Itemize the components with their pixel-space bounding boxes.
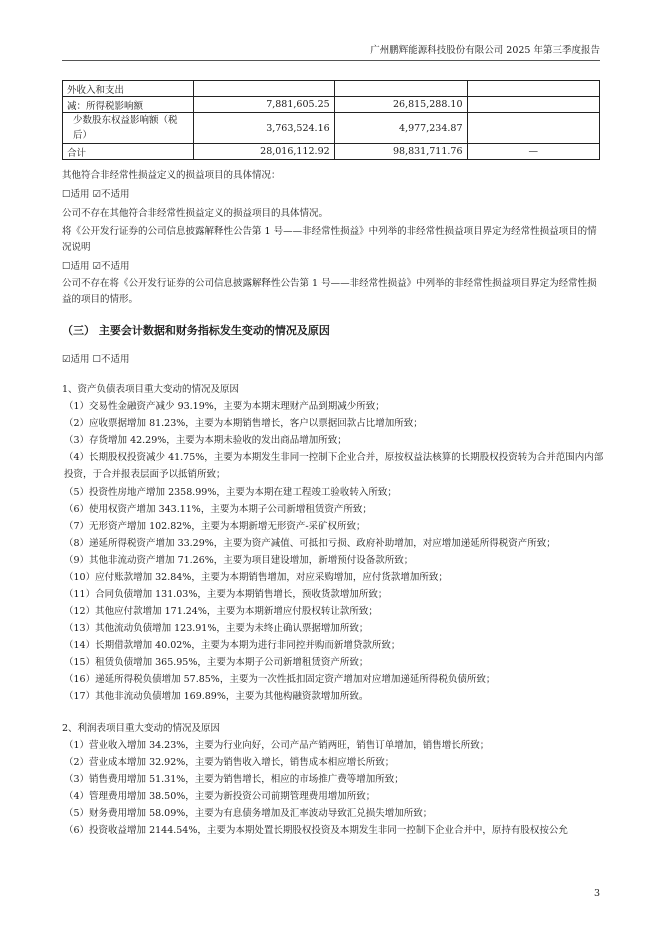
list-item: （4）管理费用增加 38.50%，主要为新投资公司前期管理费用增加所致； <box>64 791 376 802</box>
list-item: （14）长期借款增加 40.02%，主要为本期为进行非同控并购而新增贷款所致； <box>64 640 401 651</box>
table-cell: 28,016,112.92 <box>194 144 335 160</box>
table-cell: 98,831,711.76 <box>334 144 467 160</box>
page-header <box>62 44 600 61</box>
list-item: （16）递延所得税负债增加 57.85%，主要为一次性抵扣固定资产增加对应增加递延所得税负债所致； <box>64 674 496 685</box>
applicability-flag: ☐适用 ☑不适用 <box>62 189 130 200</box>
list-item: （8）递延所得税资产增加 33.29%，主要为资产减值、可抵扣亏损、政府补助增加，对应增加递延所得税资产所致； <box>64 538 556 549</box>
table-row <box>63 113 600 144</box>
table-cell <box>194 81 335 97</box>
list-item: （6）使用权资产增加 343.11%，主要为本期子公司新增租赁资产所致； <box>64 504 372 515</box>
applicability-flag: ☐适用 ☑不适用 <box>62 261 130 272</box>
list-item: （7）无形资产增加 102.82%，主要为本期新增无形资产-采矿权所致； <box>64 521 366 532</box>
table-cell <box>467 97 600 113</box>
list-item: （17）其他非流动负债增加 169.89%，主要为其他构融资款增加所致。 <box>64 691 369 702</box>
table-cell: 外收入和支出 <box>63 81 194 97</box>
table-cell: 7,881,605.25 <box>194 97 335 113</box>
header-title: 广州鹏辉能源科技股份有限公司 2025 年第三季度报告 <box>370 45 600 56</box>
page-number: 3 <box>593 888 600 899</box>
table-cell: 合计 <box>63 144 194 160</box>
subsection-heading: 1、资产负债表项目重大变动的情况及原因 <box>62 384 240 395</box>
list-item: （1）交易性金融资产减少 93.19%，主要为本期末理财产品到期减少所致； <box>64 401 385 412</box>
table-cell: 3,763,524.16 <box>194 113 335 144</box>
table-row <box>63 81 600 97</box>
subsection-heading: 2、利润表项目重大变动的情况及原因 <box>62 723 221 734</box>
table-cell: 少数股东权益影响额（税后） <box>63 113 194 144</box>
list-item: （1）营业收入增加 34.23%，主要为行业向好，公司产品产销两旺，销售订单增加，销售增长所致； <box>64 740 490 751</box>
table-cell <box>467 113 600 144</box>
list-item: （3）销售费用增加 51.31%，主要为销售增长，相应的市场推广费等增加所致； <box>64 774 404 785</box>
list-item: （3）存货增加 42.29%，主要为本期未验收的发出商品增加所致； <box>64 435 347 446</box>
list-item: （2）营业成本增加 32.92%，主要为销售收入增长，销售成本相应增长所致； <box>64 757 395 768</box>
table-cell: 26,815,288.10 <box>334 97 467 113</box>
table-cell <box>467 81 600 97</box>
list-item: （2）应收票据增加 81.23%，主要为本期销售增长，客户以票据回款占比增加所致； <box>64 418 423 429</box>
list-item: （12）其他应付款增加 171.24%，主要为本期新增应付股权转让款所致； <box>64 606 378 617</box>
list-item: （4）长期股权投资减少 41.75%，主要为本期发生非同一控制下企业合并，原按权益法核算的长期股权投资转为合并范围内内部投资，于合并报表层面予以抵销所致； <box>64 452 604 480</box>
list-item: （15）租赁负债增加 365.95%，主要为本期子公司新增租赁资产所致； <box>64 657 369 668</box>
table-cell: — <box>467 144 600 160</box>
nonrecurring-table <box>62 80 600 160</box>
section-title: （三） 主要会计数据和财务指标发生变动的情况及原因 <box>62 324 330 337</box>
paragraph: 公司不存在其他符合非经常性损益定义的损益项目的具体情况。 <box>62 208 329 219</box>
applicability-flag: ☑适用 ☐不适用 <box>62 354 130 365</box>
paragraph: 其他符合非经常性损益定义的损益项目的具体情况： <box>62 170 281 181</box>
table-cell: 4,977,234.87 <box>334 113 467 144</box>
list-item: （5）财务费用增加 58.09%，主要为有息债务增加及汇率波动导致汇兑损失增加所致； <box>64 808 433 819</box>
paragraph: 将《公开发行证券的公司信息披露解释性公告第 1 号——非经常性损益》中列举的非经常性损益项目界定为经常性损益项目的情况说明 <box>62 226 597 253</box>
table-cell: 减：所得税影响额 <box>63 97 194 113</box>
list-item: （11）合同负债增加 131.03%，主要为本期销售增长，预收货款增加所致； <box>64 589 388 600</box>
list-item: （13）其他流动负债增加 123.91%，主要为未终止确认票据增加所致； <box>64 623 369 634</box>
list-item: （5）投资性房地产增加 2358.99%，主要为本期在建工程竣工验收转入所致； <box>64 487 397 498</box>
table-row <box>63 144 600 160</box>
list-item: （6）投资收益增加 2144.54%，主要为本期处置长期股权投资及本期发生非同一控制下企业合并中，原持有股权按公允 <box>64 825 568 836</box>
table-row <box>63 97 600 113</box>
paragraph: 公司不存在将《公开发行证券的公司信息披露解释性公告第 1 号——非经常性损益》中列举的非经常性损益项目界定为经常性损益的项目的情形。 <box>62 278 597 305</box>
list-item: （10）应付账款增加 32.84%，主要为本期销售增加，对应采购增加，应付货款增加所致； <box>64 572 448 583</box>
table-cell <box>334 81 467 97</box>
list-item: （9）其他非流动资产增加 71.26%，主要为项目建设增加，新增预付设备款所致； <box>64 555 414 566</box>
